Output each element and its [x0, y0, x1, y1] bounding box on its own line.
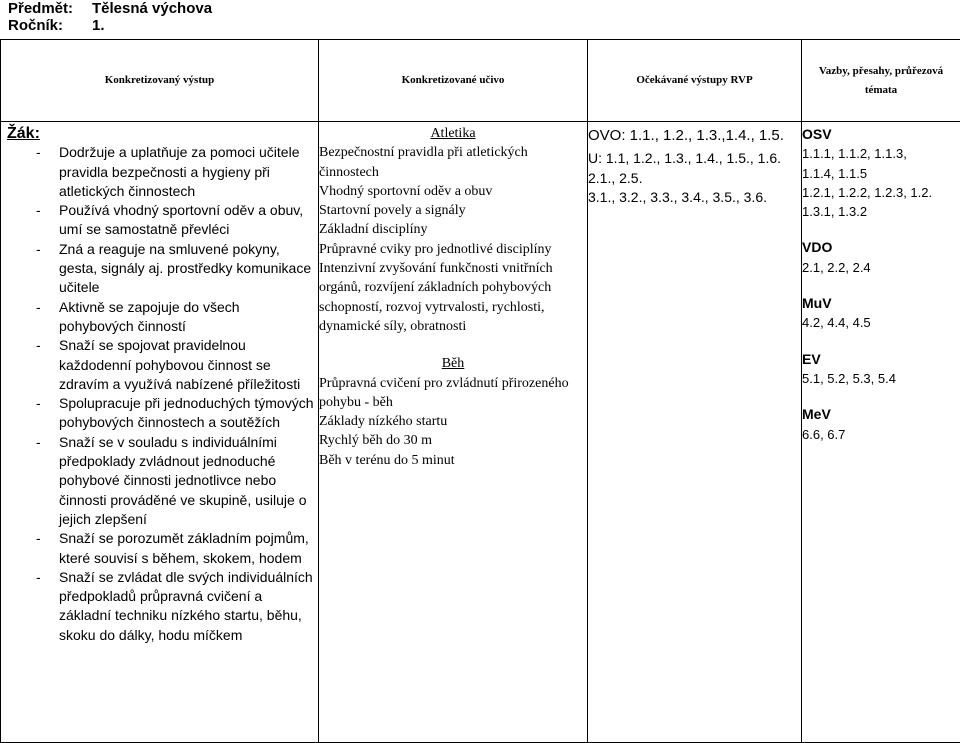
link-code-vdo: VDO: [802, 239, 833, 256]
links-cell: [802, 122, 960, 743]
link-line: 1.1.1, 1.1.2, 1.1.3,: [802, 146, 907, 162]
subject-line: [8, 0, 212, 17]
curriculum-table: [0, 39, 960, 743]
link-line: 5.1, 5.2, 5.3, 5.4: [802, 370, 896, 386]
link-line: 2.1, 2.2, 2.4: [802, 259, 871, 275]
curriculum-cell: [319, 122, 588, 743]
curriculum-line: Intenzivní zvyšování funkčnosti vnitřních orgánů, rozvíjení základních pohybových schopností, rozvoj vytrvalosti, rychlosti, dynamické síly, obratnosti: [319, 261, 553, 334]
curriculum-line: Běh v terénu do 5 minut: [319, 452, 455, 468]
link-line: 1.2.1, 1.2.2, 1.2.3, 1.2.: [802, 184, 933, 200]
link-code-muv: MuV: [802, 295, 832, 312]
curriculum-line: Vhodný sportovní oděv a obuv: [319, 183, 493, 199]
subject-value: Tělesná výchova: [92, 0, 213, 17]
rvp-cell: [588, 122, 802, 743]
outcome-item: - Snaží se v souladu s individuálními předpoklady zvládnout jednoduché pohybové činnosti jednotlivce nebo činnosti prováděné ve skupině, usiluje o jejich zlepšení: [1, 433, 314, 529]
subject-label: Předmět:: [8, 0, 74, 17]
outcomes-title: Žák:: [7, 125, 40, 142]
outcome-item: - Snaží se porozumět základním pojmům, které souvisí s během, skokem, hodem: [1, 529, 314, 568]
curriculum-line: Bezpečnostní pravidla při atletických činnostech: [319, 145, 528, 180]
column-header-rvp: Očekávané výstupy RVP: [588, 40, 802, 122]
outcome-item: - Zná a reaguje na smluvené pokyny, gesta, signály aj. prostředky komunikace učitele: [1, 240, 314, 298]
link-line: 6.6, 6.7: [802, 426, 846, 442]
rvp-line: 3.1., 3.2., 3.3., 3.4., 3.5., 3.6.: [588, 188, 768, 205]
section-title-beh: Běh: [441, 356, 465, 372]
curriculum-line: Průpravná cvičení pro zvládnutí přirozeného pohybu - běh: [319, 375, 569, 410]
column-header-outcome: Konkretizovaný výstup: [1, 40, 319, 122]
curriculum-line: Základní disciplíny: [319, 222, 428, 238]
link-line: 4.2, 4.4, 4.5: [802, 315, 871, 331]
grade-line: [8, 17, 105, 34]
column-header-row: [1, 40, 960, 122]
column-header-links: Vazby, přesahy, průřezová témata: [802, 40, 960, 122]
link-line: 1.1.4, 1.1.5: [802, 165, 868, 181]
link-line: 1.3.1, 1.3.2: [802, 204, 868, 220]
curriculum-line: Rychlý běh do 30 m: [319, 433, 432, 449]
outcome-item: - Spolupracuje při jednoduchých týmových pohybových činnostech a soutěžích: [1, 394, 314, 433]
outcome-item: - Dodržuje a uplatňuje za pomoci učitele pravidla bezpečnosti a hygieny při atletických činnostech: [1, 143, 314, 201]
link-code-mev: MeV: [802, 406, 831, 423]
outcome-item: - Aktivně se zapojuje do všech pohybových činností: [1, 298, 314, 337]
grade-label: Ročník:: [8, 17, 64, 34]
outcomes-cell: [1, 122, 319, 743]
link-code-ev: EV: [802, 350, 821, 367]
curriculum-line: Základy nízkého startu: [319, 414, 448, 430]
outcome-item: - Snaží se spojovat pravidelnou každodenní pohybovou činnost se zdravím a využívá nabízené příležitosti: [1, 336, 314, 394]
outcome-item: - Snaží se zvládat dle svých individuálních předpokladů průpravná cvičení a základní techniku nízkého startu, běhu, skoku do dálky, hodu míčkem: [1, 568, 314, 645]
column-header-curriculum: Konkretizované učivo: [319, 40, 588, 122]
rvp-line: 2.1., 2.5.: [588, 169, 643, 186]
outcome-item: - Používá vhodný sportovní oděv a obuv, umí se samostatně převléci: [1, 201, 314, 240]
curriculum-line: Startovní povely a signály: [319, 203, 466, 219]
rvp-ovo: OVO: 1.1., 1.2., 1.3.,1.4., 1.5.: [588, 127, 784, 144]
link-code-osv: OSV: [802, 126, 832, 142]
grade-value: 1.: [92, 17, 105, 34]
outcomes-list: [1, 143, 318, 645]
curriculum-line: Průpravné cviky pro jednotlivé disciplíny: [319, 241, 552, 257]
rvp-u: U: 1.1, 1.2., 1.3., 1.4., 1.5., 1.6.: [588, 150, 782, 167]
content-row: [1, 122, 960, 743]
section-title-atletika: Atletika: [430, 126, 476, 141]
